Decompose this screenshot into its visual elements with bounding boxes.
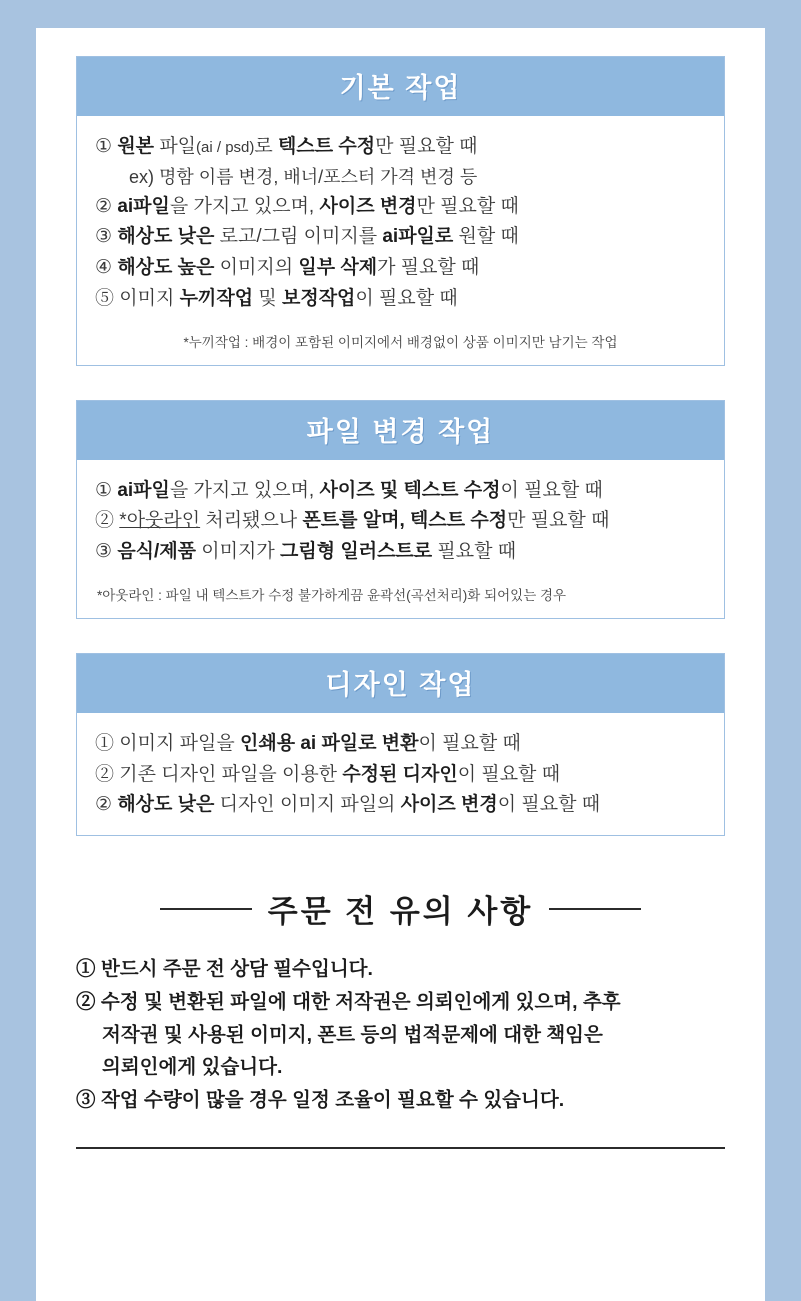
section-note-basic: *누끼작업 : 배경이 포함된 이미지에서 배경없이 상품 이미지만 남기는 작업 <box>183 334 618 350</box>
section-content-basic <box>77 116 724 365</box>
notice-section <box>76 886 725 1149</box>
list-item: ② *아웃라인 처리됐으나 폰트를 알며, 텍스트 수정만 필요할 때 <box>95 510 610 532</box>
notice-item-cont: 의뢰인에게 있습니다. <box>102 1056 283 1079</box>
list-item: ① 원본 파일(ai / psd)로 텍스트 수정만 필요할 때 <box>95 136 478 157</box>
section-header-design <box>77 654 724 713</box>
section-title-basic: 기본 작업 <box>339 73 462 103</box>
section-card-design <box>76 653 725 836</box>
notice-item-text: 작업 수량이 많을 경우 일정 조율이 필요할 수 있습니다. <box>100 1089 565 1112</box>
list-item: ④ 해상도 높은 이미지의 일부 삭제가 필요할 때 <box>95 257 480 279</box>
notice-item-number: ② <box>76 990 96 1013</box>
document-body <box>36 28 765 1149</box>
section-content-design <box>77 713 724 835</box>
notice-item-text: 반드시 주문 전 상담 필수입니다. <box>100 958 373 981</box>
section-title-design: 디자인 작업 <box>325 669 476 700</box>
section-content-file-change <box>77 460 724 618</box>
divider-right <box>549 908 641 910</box>
section-card-file-change <box>76 400 725 619</box>
section-card-basic <box>76 56 725 366</box>
list-item: ① 이미지 파일을 인쇄용 ai 파일로 변환이 필요할 때 <box>95 732 521 754</box>
list-item: ⑤ 이미지 누끼작업 및 보정작업이 필요할 때 <box>95 287 458 309</box>
bottom-divider <box>76 1147 725 1149</box>
section-header-file-change <box>77 401 724 460</box>
list-item-example: ex) 명함 이름 변경, 배너/포스터 가격 변경 등 <box>129 166 478 187</box>
list-item: ② 기존 디자인 파일을 이용한 수정된 디자인이 필요할 때 <box>95 763 561 785</box>
list-item: ② ai파일을 가지고 있으며, 사이즈 변경만 필요할 때 <box>95 195 519 217</box>
notice-item <box>76 953 725 986</box>
notice-title-row <box>76 886 725 931</box>
document-page <box>36 28 765 1301</box>
list-item: ③ 해상도 낮은 로고/그림 이미지를 ai파일로 원할 때 <box>95 226 519 248</box>
section-note-file-change: *아웃라인 : 파일 내 텍스트가 수정 불가하게끔 윤곽선(곡선처리)화 되어있는 경우 <box>97 587 567 603</box>
notice-item-number: ① <box>76 958 96 981</box>
list-item: ③ 음식/제품 이미지가 그림형 일러스트로 필요할 때 <box>95 541 517 563</box>
divider-left <box>160 908 252 910</box>
notice-item-text: 수정 및 변환된 파일에 대한 저작권은 의뢰인에게 있으며, 추후 <box>100 990 621 1013</box>
section-title-file-change: 파일 변경 작업 <box>306 416 495 447</box>
notice-item-number: ③ <box>76 1089 96 1112</box>
notice-title: 주문 전 유의 사항 <box>267 894 534 930</box>
notice-item-cont: 저작권 및 사용된 이미지, 폰트 등의 법적문제에 대한 책임은 <box>102 1023 603 1046</box>
list-item: ① ai파일을 가지고 있으며, 사이즈 및 텍스트 수정이 필요할 때 <box>95 479 603 501</box>
section-header-basic <box>77 57 724 116</box>
list-item: ② 해상도 낮은 디자인 이미지 파일의 사이즈 변경이 필요할 때 <box>95 794 601 816</box>
notice-item <box>76 986 725 1084</box>
notice-item <box>76 1084 725 1117</box>
